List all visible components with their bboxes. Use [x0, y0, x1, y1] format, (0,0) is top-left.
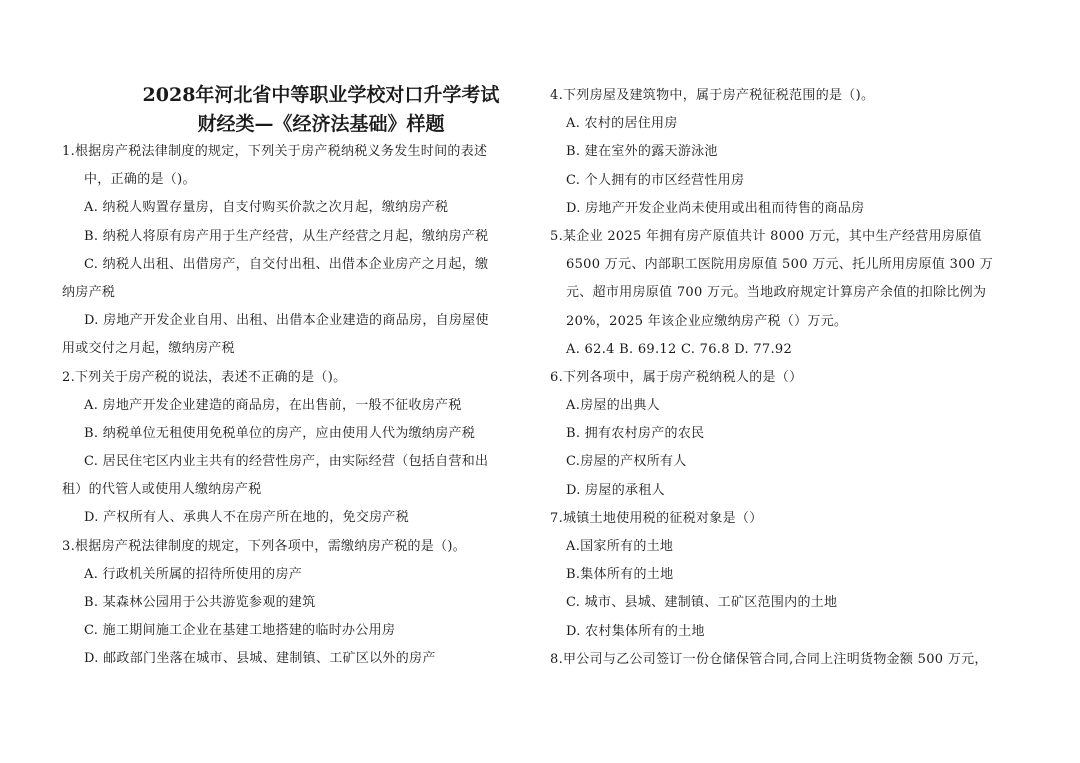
question-line: C. 施工期间施工企业在基建工地搭建的临时办公用房	[84, 623, 396, 639]
right-column	[550, 82, 1020, 674]
question-line: A. 农村的居住用房	[566, 116, 678, 132]
question-line: 6500 万元、内部职工医院用房原值 500 万元、托儿所用房原值 300 万	[566, 257, 994, 273]
question-line: D. 房地产开发企业自用、出租、出借本企业建造的商品房，自房屋使	[84, 313, 489, 329]
question-line: A. 房地产开发企业建造的商品房，在出售前，一般不征收房产税	[84, 397, 462, 413]
exam-title: 2028年河北省中等职业学校对口升学考试	[142, 84, 500, 106]
question-line: A.国家所有的土地	[566, 539, 674, 554]
question-line: A. 62.4 B. 69.12 C. 76.8 D. 77.92	[566, 341, 793, 357]
question-line: C. 居民住宅区内业主共有的经营性房产，由实际经营（包括自营和出	[84, 454, 489, 470]
question-line: B. 拥有农村房产的农民	[566, 426, 705, 442]
question-line: A. 纳税人购置存量房，自支付购买价款之次月起，缴纳房产税	[84, 200, 449, 216]
question-line: B. 某森林公园用于公共游览参观的建筑	[84, 595, 316, 610]
right-question-list	[550, 82, 1020, 674]
question-line: 7.城镇土地使用税的征税对象是（）	[550, 510, 763, 526]
question-line: 租）的代管人或使用人缴纳房产税	[62, 482, 262, 498]
question-line: B. 纳税单位无租使用免税单位的房产，应由使用人代为缴纳房产税	[84, 425, 476, 441]
question-line: 2.下列关于房产税的说法，表述不正确的是（)。	[62, 369, 347, 385]
question-line: D. 农村集体所有的土地	[566, 623, 705, 639]
question-line: 5.某企业 2025 年拥有房产原值共计 8000 万元，其中生产经营用房原值	[550, 228, 982, 244]
question-line: C. 城市、县城、建制镇、工矿区范围内的土地	[566, 595, 838, 611]
left-question-list	[62, 138, 540, 674]
question-line: B. 建在室外的露天游泳池	[566, 144, 718, 160]
question-line: 纳房产税	[62, 284, 116, 300]
question-line: 用或交付之月起，缴纳房产税	[62, 341, 235, 357]
question-line: 1.根据房产税法律制度的规定，下列关于房产税纳税义务发生时间的表述	[62, 144, 488, 159]
exam-subtitle: 财经类—《经济法基础》样题	[197, 113, 445, 135]
left-column	[62, 80, 540, 674]
question-line: D. 邮政部门坐落在城市、县城、建制镇、工矿区以外的房产	[84, 651, 436, 667]
question-line: 20%，2025 年该企业应缴纳房产税（）万元。	[566, 313, 848, 329]
question-line: B. 纳税人将原有房产用于生产经营，从生产经营之月起，缴纳房产税	[84, 228, 489, 244]
question-line: 中，正确的是（)。	[84, 172, 196, 188]
question-line: C.房屋的产权所有人	[566, 454, 687, 470]
question-line: A.房屋的出典人	[566, 398, 660, 414]
question-line: D. 房地产开发企业尚未使用或出租而待售的商品房	[566, 200, 865, 216]
question-line: D. 产权所有人、承典人不在房产所在地的，免交房产税	[84, 510, 410, 526]
question-line: 元、超市用房原值 700 万元。当地政府规定计算房产余值的扣除比例为	[566, 285, 987, 301]
question-line: D. 房屋的承租人	[566, 482, 665, 498]
question-line: 8.甲公司与乙公司签订一份仓储保管合同,合同上注明货物金额 500 万元，	[550, 651, 988, 667]
question-line: C. 个人拥有的市区经营性用房	[566, 172, 745, 188]
question-line: B.集体所有的土地	[566, 567, 674, 583]
question-line: 3.根据房产税法律制度的规定，下列各项中，需缴纳房产税的是（)。	[62, 538, 467, 554]
question-line: C. 纳税人出租、出借房产，自交付出租、出借本企业房产之月起，缴	[84, 256, 489, 272]
question-line: 4.下列房屋及建筑物中，属于房产税征税范围的是（)。	[550, 88, 875, 103]
question-line: A. 行政机关所属的招待所使用的房产	[84, 566, 303, 582]
question-line: 6.下列各项中，属于房产税纳税人的是（）	[550, 369, 803, 385]
